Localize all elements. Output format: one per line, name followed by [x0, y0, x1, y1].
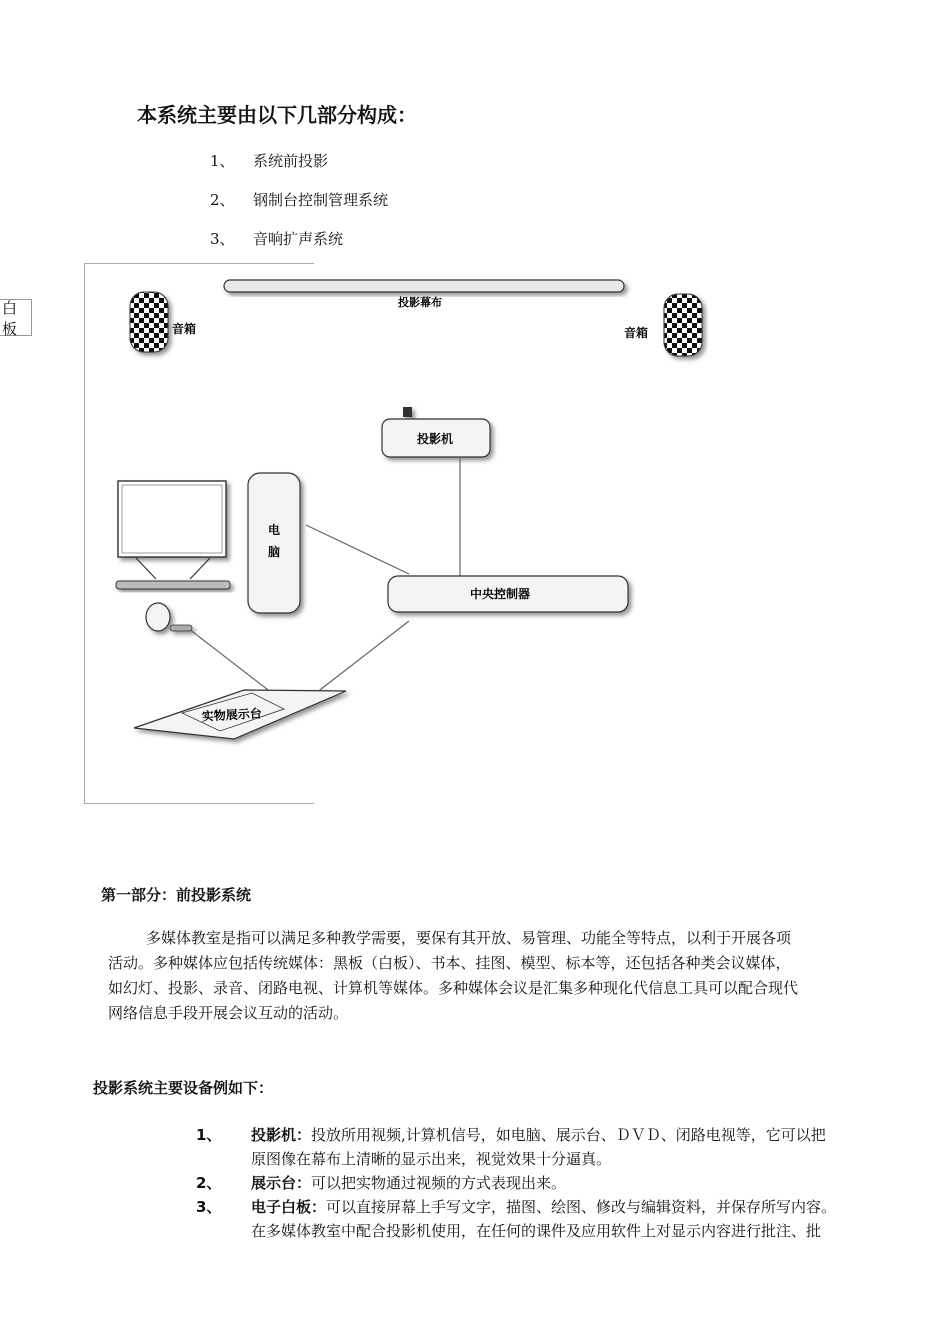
paragraph-line: 活动。多种媒体应包括传统媒体：黑板（白板）、书本、挂图、模型、标本等，还包括各种类会议媒体， — [108, 954, 791, 972]
toc-item-3: 3、 音响扩声系统 — [210, 230, 344, 248]
item-term: 投影机： — [251, 1126, 312, 1144]
screen-label: 投影幕布 — [398, 296, 442, 309]
controller-label: 中央控制器 — [469, 587, 531, 601]
monitor-icon — [118, 481, 226, 557]
item-text: 原图像在幕布上清晰的显示出来，视觉效果十分逼真。 — [251, 1150, 612, 1168]
item-number: 3、 — [196, 1198, 222, 1216]
paragraph-line: 多媒体教室是指可以满足多种教学需要，要保有其开放、易管理、功能全等特点，以利于开展各项 — [146, 929, 792, 947]
item-term: 电子白板： — [251, 1198, 327, 1216]
item-number: 1、 — [196, 1126, 222, 1144]
paragraph-line: 如幻灯、投影、录音、闭路电视、计算机等媒体。多种媒体会议是汇集多种现化代信息工具可以配合现代 — [108, 979, 799, 997]
item-text: 可以直接屏幕上手写文字，描图、绘图、修改与编辑资料，并保存所写内容。 — [326, 1198, 837, 1216]
item-number: 2、 — [196, 1174, 222, 1192]
computer-label-2: 脑 — [267, 545, 281, 559]
right-speaker-label: 音箱 — [624, 326, 649, 340]
item-text: 可以把实物通过视频的方式表现出来。 — [311, 1174, 567, 1192]
system-diagram — [84, 263, 649, 808]
item-text: 在多媒体教室中配合投影机使用，在任何的课件及应用软件上对显示内容进行批注、批 — [251, 1222, 822, 1240]
projector-label: 投影机 — [416, 432, 454, 446]
monitor-stand — [136, 558, 210, 579]
left-speaker-label: 音箱 — [172, 322, 197, 336]
toc-item-1: 1、 系统前投影 — [210, 152, 329, 170]
item-term: 展示台： — [251, 1174, 312, 1192]
section2-title: 投影系统主要设备例如下： — [93, 1079, 274, 1097]
mouse-icon — [146, 603, 192, 631]
page-heading: 本系统主要由以下几部分构成： — [137, 103, 417, 127]
section1-paragraph — [108, 926, 898, 1026]
visualizer-label: 实物展示台 — [201, 706, 263, 724]
left-speaker-icon — [130, 292, 168, 352]
side-tab[interactable]: 白板 — [0, 299, 32, 336]
item-text: 投放所用视频,计算机信号，如电脑、展示台、ＤＶＤ、闭路电视等，它可以把 — [311, 1126, 826, 1144]
computer-label-1: 电 — [267, 523, 281, 537]
toc-item-2: 2、 钢制台控制管理系统 — [210, 191, 389, 209]
projection-screen — [224, 280, 624, 292]
section1-title: 第一部分：前投影系统 — [101, 886, 252, 904]
paragraph-line: 网络信息手段开展会议互动的活动。 — [108, 1004, 349, 1022]
right-speaker-icon — [664, 294, 702, 356]
keyboard-icon — [116, 581, 230, 589]
computer-tower — [248, 473, 300, 613]
